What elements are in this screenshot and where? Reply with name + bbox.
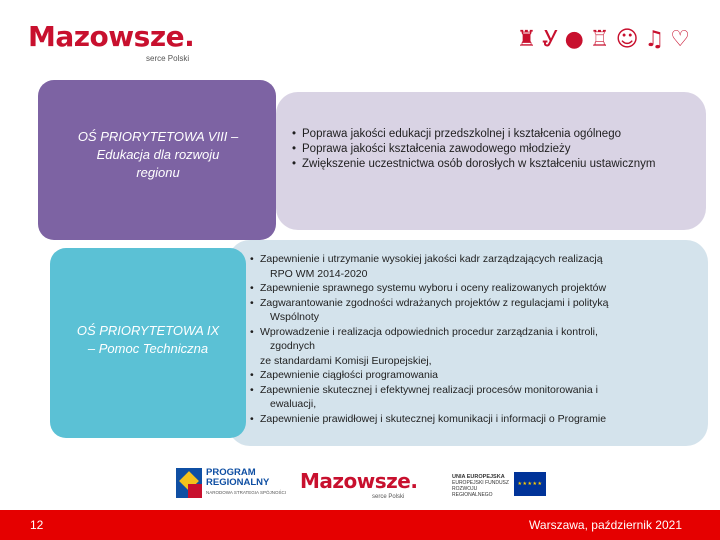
list-item-text: Zapewnienie prawidłowej i skutecznej komunikacji i informacji o Programie xyxy=(260,412,607,425)
eu-line: ROZWOJU REGIONALNEGO xyxy=(452,486,493,498)
logo-tagline: serce Polski xyxy=(146,54,190,63)
list-item xyxy=(250,252,692,281)
axis9-title xyxy=(56,322,240,358)
list-item-text: Zapewnienie sprawnego systemu wyboru i oceny realizowanych projektów xyxy=(260,282,607,294)
list-item xyxy=(250,412,692,427)
axis9-title-line: – Pomoc Techniczna xyxy=(87,341,209,356)
program-logo-line: PROGRAM xyxy=(206,467,256,478)
program-regionalny-logo xyxy=(176,466,294,506)
list-item-text: Zapewnienie ciągłości programowania xyxy=(260,369,439,381)
logo-wordmark: Mazowsze. xyxy=(28,20,195,53)
axis8-title-line: OŚ PRIORYTETOWA VIII – xyxy=(77,129,239,144)
list-item-text: Wprowadzenie i realizacja odpowiednich procedur zarządzania i kontroli, xyxy=(260,325,598,338)
music-icon: ♫ xyxy=(644,27,665,52)
eu-logo-text xyxy=(452,474,510,498)
footer-bar xyxy=(0,510,720,540)
bubbles-icon: ● xyxy=(564,27,584,52)
list-item: • Poprawa jakości edukacji przedszkolnej i kształcenia ogólnego xyxy=(292,127,697,142)
axis9-goals-list xyxy=(250,252,692,426)
list-item xyxy=(250,325,692,354)
face-icon: ☺ xyxy=(615,27,639,52)
list-item: • Poprawa jakości kształcenia zawodowego młodzieży xyxy=(292,142,697,157)
list-item-text: Zapewnienie i utrzymanie wysokiej jakości kadr zarządzających realizacją xyxy=(260,253,603,265)
list-item-cont: Wspólnoty xyxy=(270,311,320,323)
list-item-cont: zgodnych xyxy=(270,340,315,352)
list-item xyxy=(250,354,692,369)
tower-icon: ♜ xyxy=(516,27,537,52)
list-item-text: Zapewnienie skutecznej i efektywnej realizacji procesów monitorowania i xyxy=(260,383,598,396)
list-item-text: Zagwarantowanie zgodności wdrażanych projektów z regulacjami i polityką xyxy=(260,296,609,309)
heart-icon: ♡ xyxy=(670,27,690,52)
axis9-title-line: OŚ PRIORYTETOWA IX xyxy=(76,323,220,338)
mazowsze-logo xyxy=(28,22,228,68)
decorative-icons-strip xyxy=(517,24,690,56)
list-item-cont: ewaluacji, xyxy=(270,398,317,410)
list-item xyxy=(250,296,692,325)
list-item-cont: RPO WM 2014-2020 xyxy=(270,267,368,280)
list-item xyxy=(250,281,692,296)
eu-flag-icon: ★★★★★ xyxy=(514,472,546,496)
bird-icon: Ꮍ xyxy=(542,27,559,52)
castle-icon: ♖ xyxy=(589,27,610,52)
axis8-title-line: regionu xyxy=(136,165,180,180)
logo-wordmark: Mazowsze. xyxy=(300,469,418,493)
mazowsze-bottom-logo xyxy=(300,469,418,506)
eu-line: EUROPEJSKI FUNDUSZ xyxy=(452,480,509,486)
list-item: • Zwiększenie uczestnictwa osób dorosłych w kształceniu ustawicznym xyxy=(292,157,697,172)
axis8-title-line: Edukacja dla rozwoju xyxy=(96,147,220,162)
axis8-title xyxy=(54,128,262,182)
axis8-goals-list xyxy=(292,127,697,172)
list-item xyxy=(250,368,692,383)
program-logo-sub: NARODOWA STRATEGIA SPÓJNOŚCI xyxy=(206,490,287,495)
page-number: 12 xyxy=(30,518,44,532)
program-logo-text xyxy=(206,468,269,488)
list-item-text: ze standardami Komisji Europejskiej, xyxy=(260,354,432,367)
list-item xyxy=(250,383,692,412)
star-flag-icon xyxy=(176,468,202,498)
program-logo-line: REGIONALNY xyxy=(206,477,270,488)
eu-line: UNIA EUROPEJSKA xyxy=(452,474,505,480)
eu-logo xyxy=(452,470,548,500)
footer-date: Warszawa, październik 2021 xyxy=(529,518,682,532)
logo-tagline: serce Polski xyxy=(372,494,405,500)
